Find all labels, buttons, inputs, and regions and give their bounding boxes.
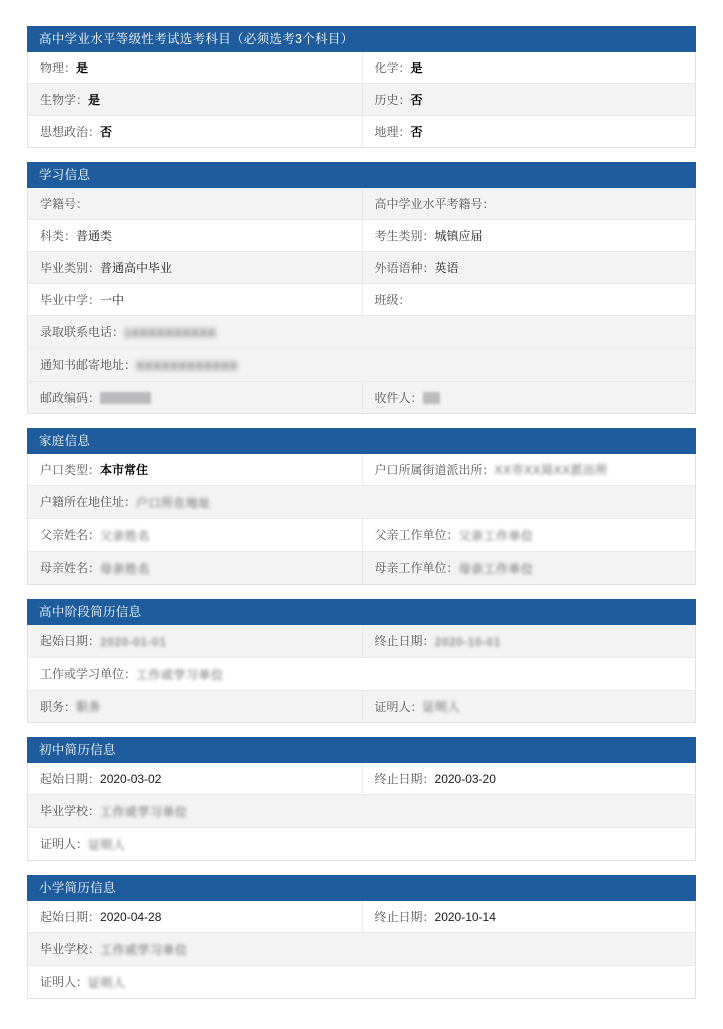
field-value: 否 [100, 125, 113, 139]
table-row [28, 519, 695, 552]
section-rows-family-info [27, 454, 696, 585]
field-value-redacted: 职务 [76, 700, 102, 715]
field-label: 母亲工作单位： [374, 561, 459, 576]
field-value-redacted: 母亲工作单位 [458, 561, 534, 576]
field-label: 证明人： [374, 699, 423, 714]
field-cell [28, 933, 695, 965]
section-family-info [27, 428, 696, 585]
table-row [28, 933, 695, 966]
field-cell [28, 519, 362, 551]
field-label: 录取联系电话： [40, 325, 125, 339]
field-value-redacted [100, 392, 151, 404]
field-value-redacted: 证明人 [422, 700, 461, 715]
field-value-redacted: 父亲姓名 [100, 529, 151, 544]
field-label: 物理： [40, 61, 77, 75]
field-value-redacted: 工作或学习单位 [100, 805, 188, 820]
field-label: 科类： [40, 229, 77, 243]
field-label: 高中学业水平考籍号： [374, 197, 495, 211]
table-row [28, 188, 695, 220]
field-cell [362, 454, 696, 486]
table-row [28, 454, 695, 487]
field-label: 父亲姓名： [40, 528, 101, 543]
field-value-redacted: XX市XX局XX派出所 [494, 463, 609, 478]
field-cell [28, 454, 362, 486]
field-label: 收件人： [374, 390, 423, 405]
section-title-junior-resume: 初中简历信息 [27, 737, 696, 763]
field-label: 工作或学习单位： [40, 666, 137, 681]
table-row [28, 828, 695, 860]
field-label: 起始日期： [40, 772, 101, 787]
table-row [28, 625, 695, 658]
field-cell [362, 252, 696, 283]
field-label: 邮政编码： [40, 390, 101, 405]
field-value: 2020-03-20 [434, 772, 496, 787]
field-cell [28, 795, 695, 827]
field-label: 班级： [374, 293, 411, 307]
field-label: 终止日期： [374, 633, 435, 648]
field-cell [362, 691, 696, 723]
section-study-info [27, 162, 696, 414]
field-label: 毕业学校： [40, 942, 101, 957]
section-rows-elective-subjects [27, 52, 696, 148]
field-label: 父亲工作单位： [374, 528, 459, 543]
table-row [28, 349, 695, 382]
section-title-elective-subjects: 高中学业水平等级性考试选考科目（必须选考3个科目） [27, 26, 696, 52]
table-row [28, 284, 695, 316]
section-rows-junior-resume [27, 763, 696, 861]
field-label: 毕业学校： [40, 804, 101, 819]
field-value-redacted: 1XXXXXXXXXX [124, 325, 217, 340]
table-row [28, 795, 695, 828]
field-cell [362, 763, 696, 794]
field-cell [28, 486, 695, 518]
field-label: 起始日期： [40, 633, 101, 648]
field-label: 户籍所在地住址： [40, 495, 137, 510]
field-label: 化学： [374, 61, 411, 75]
field-label: 思想政治： [40, 125, 101, 139]
section-rows-senior-resume [27, 625, 696, 723]
field-cell [28, 382, 362, 413]
section-title-senior-resume: 高中阶段简历信息 [27, 599, 696, 625]
field-value: 2020-04-28 [100, 910, 162, 925]
field-value: 普通类 [76, 229, 113, 243]
field-value-redacted: XXXXXXXXXXXX [136, 358, 239, 373]
field-label: 证明人： [40, 837, 89, 852]
field-cell [28, 84, 362, 115]
section-primary-resume [27, 875, 696, 999]
field-cell [362, 552, 696, 584]
field-value: 是 [410, 61, 423, 75]
field-label: 历史： [374, 93, 411, 107]
table-row [28, 691, 695, 723]
field-cell [28, 552, 362, 584]
table-row [28, 316, 695, 349]
field-value-redacted: 父亲工作单位 [458, 529, 534, 544]
field-value: 是 [76, 61, 89, 75]
field-cell [28, 625, 362, 657]
field-label: 起始日期： [40, 910, 101, 925]
section-elective-subjects [27, 26, 696, 148]
field-cell [28, 116, 362, 147]
field-cell [28, 316, 695, 348]
field-label: 毕业类别： [40, 261, 101, 275]
field-cell [28, 188, 362, 219]
table-row [28, 252, 695, 284]
section-title-family-info: 家庭信息 [27, 428, 696, 454]
field-value: 一中 [100, 293, 125, 307]
table-row [28, 220, 695, 252]
field-cell [362, 625, 696, 657]
field-value-redacted: 户口所在地址 [136, 496, 212, 511]
table-row [28, 382, 695, 413]
field-value-redacted: 2020-10-01 [434, 634, 501, 649]
table-row [28, 763, 695, 795]
section-title-primary-resume: 小学简历信息 [27, 875, 696, 901]
field-cell [28, 901, 362, 932]
section-title-study-info: 学习信息 [27, 162, 696, 188]
field-cell [362, 519, 696, 551]
field-label: 户口所属街道派出所： [374, 462, 495, 477]
field-value-redacted: 工作或学习单位 [100, 942, 188, 957]
field-value-redacted: 证明人 [88, 975, 126, 990]
table-row [28, 116, 695, 147]
table-row [28, 658, 695, 691]
table-row [28, 552, 695, 584]
field-cell [362, 116, 696, 147]
field-value: 是 [88, 93, 101, 107]
field-label: 毕业中学： [40, 293, 101, 307]
field-cell [28, 220, 362, 251]
field-label: 母亲姓名： [40, 561, 101, 576]
field-cell [362, 52, 696, 83]
field-cell [28, 284, 362, 315]
field-cell [28, 691, 362, 723]
section-junior-resume [27, 737, 696, 861]
field-cell [362, 382, 696, 413]
field-label: 职务： [40, 699, 77, 714]
section-senior-resume [27, 599, 696, 723]
field-label: 通知书邮寄地址： [40, 357, 137, 372]
table-row [28, 52, 695, 84]
field-label: 证明人： [40, 974, 89, 989]
table-row [28, 966, 695, 998]
field-label: 学籍号： [40, 197, 89, 211]
table-row [28, 901, 695, 933]
field-label: 终止日期： [374, 772, 435, 787]
field-label: 地理： [374, 125, 411, 139]
field-cell [362, 188, 696, 219]
field-value: 否 [410, 125, 423, 139]
field-label: 终止日期： [374, 910, 435, 925]
section-rows-study-info [27, 188, 696, 414]
field-value-redacted: 证明人 [88, 838, 126, 853]
field-label: 外语语种： [374, 261, 435, 275]
field-value: 2020-10-14 [434, 910, 496, 925]
field-value: 城镇应届 [434, 229, 483, 243]
field-value-redacted: 母亲姓名 [100, 561, 151, 576]
field-value-redacted: 2020-01-01 [100, 634, 167, 649]
table-row [28, 486, 695, 519]
field-value: 本市常住 [100, 462, 149, 477]
field-cell [362, 284, 696, 315]
field-value: 英语 [434, 261, 459, 275]
field-value-redacted: 工作或学习单位 [136, 667, 224, 682]
field-cell [28, 828, 695, 860]
field-cell [362, 220, 696, 251]
field-cell [28, 763, 362, 794]
field-cell [28, 349, 695, 381]
field-value: 2020-03-02 [100, 772, 162, 787]
field-cell [28, 966, 695, 998]
field-cell [28, 252, 362, 283]
field-label: 考生类别： [374, 229, 435, 243]
section-rows-primary-resume [27, 901, 696, 999]
field-cell [362, 901, 696, 932]
field-value-redacted [423, 392, 440, 404]
table-row [28, 84, 695, 116]
field-label: 户口类型： [40, 462, 101, 477]
field-cell [362, 84, 696, 115]
field-value: 普通高中毕业 [100, 261, 173, 275]
field-cell [28, 658, 695, 690]
field-cell [28, 52, 362, 83]
field-value: 否 [410, 93, 423, 107]
field-label: 生物学： [40, 93, 89, 107]
